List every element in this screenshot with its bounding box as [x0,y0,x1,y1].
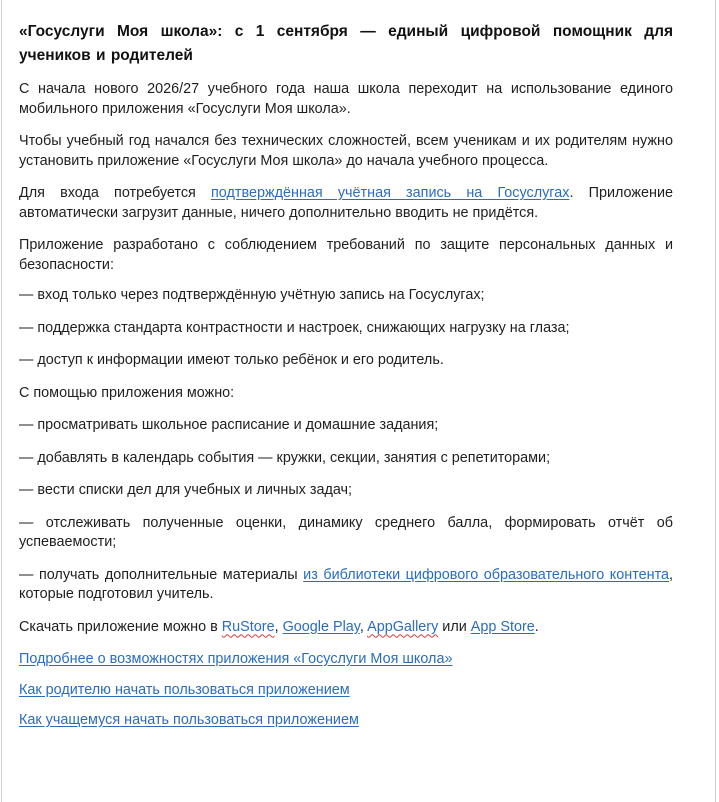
download-paragraph [19,618,673,638]
document-body [19,20,673,742]
download-sep-1: , [274,618,283,635]
materials-text-after: , которые подготовил учитель. [19,566,674,602]
related-link-item [19,681,673,701]
features-intro-paragraph: С помощью приложения можно: [19,384,235,401]
gosuslugi-account-link[interactable]: подтверждённая учётная запись на Госуслугах [211,185,570,201]
related-link-item [19,650,673,670]
security-item-login: — вход только через подтверждённую учётную запись на Госуслугах; [19,287,485,303]
content-library-link[interactable]: из библиотеки цифрового образовательного контента [303,566,670,583]
feature-item-materials [19,566,673,605]
parent-guide-link[interactable]: Как родителю начать пользоваться приложением [19,681,350,698]
page-border-left [1,0,2,802]
security-intro-paragraph: Приложение разработано с соблюдением требований по защите персональных данных и безопасности: [19,237,673,273]
intro-paragraph: С начала нового 2026/27 учебного года наша школа переходит на использование единого мобильного приложения «Госуслуги Моя школа». [19,81,673,117]
download-sep-3: или [438,618,471,635]
google-play-link[interactable]: Google Play [282,618,360,635]
article-title: «Госуслуги Моя школа»: с 1 сентября — единый цифровой помощник для учеников и родителей [19,23,673,64]
install-paragraph: Чтобы учебный год начался без технических сложностей, всем ученикам и их родителям нужно установить приложение «Госуслуги Моя школа» до начала учебного процесса. [19,133,673,169]
download-text-before: Скачать приложение можно в [19,618,222,635]
download-text-after: . [534,618,539,635]
security-item-access: — доступ к информации имеют только ребёнок и его родитель. [19,352,444,368]
feature-item-schedule: — просматривать школьное расписание и домашние задания; [19,417,439,433]
feature-item-calendar: — добавлять в календарь события — кружки, секции, занятия с репетиторами; [19,449,551,466]
app-features-link[interactable]: Подробнее о возможностях приложения «Госуслуги Моя школа» [19,651,453,667]
student-guide-link[interactable]: Как учащемуся начать пользоваться приложением [19,712,359,728]
related-link-item [19,711,673,731]
rustore-link[interactable]: RuStore [221,618,275,635]
security-item-contrast: — поддержка стандарта контрастности и настроек, снижающих нагрузку на глаза; [19,319,570,336]
login-text-after: . Приложение автоматически загрузит данные, ничего дополнительно вводить не придётся. [19,185,674,221]
materials-text-before: — получать дополнительные материалы [19,566,304,583]
app-store-link[interactable]: App Store [470,618,535,635]
related-links [19,650,673,731]
page-border-right [715,0,716,802]
download-sep-2: , [359,618,368,635]
feature-item-grades: — отслеживать полученные оценки, динамику среднего балла, формировать отчёт об успеваемости; [19,514,673,550]
login-paragraph [19,184,673,223]
feature-item-todo: — вести списки дел для учебных и личных задач; [19,482,353,498]
appgallery-link[interactable]: AppGallery [367,618,439,635]
login-text-before: Для входа потребуется [19,185,212,201]
